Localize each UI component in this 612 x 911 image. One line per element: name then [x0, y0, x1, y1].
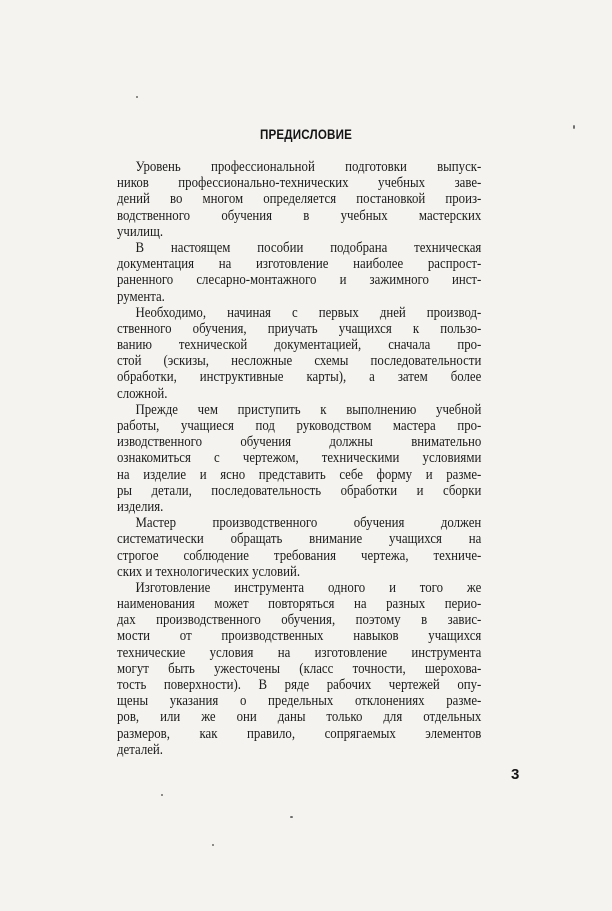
text-line: строгое соблюдение требования чертежа, техниче- — [117, 547, 482, 564]
text-line: технические условия на изготовление инструмента — [117, 644, 482, 661]
page-number: 3 — [511, 766, 520, 783]
text-line: работы, учащиеся под руководством мастера про- — [117, 418, 482, 434]
text-line: училищ. — [117, 223, 164, 240]
text-line: изделия. — [117, 498, 164, 515]
text-line: могут быть ужесточены (класс точности, шерохова- — [117, 660, 482, 677]
text-line: стой (эскизы, несложные схемы последовательности — [117, 353, 482, 370]
text-line: Изготовление инструмента одного и того же — [135, 579, 482, 596]
text-line: ров, или же они даны только для отдельных — [117, 709, 482, 726]
text-line: размеров, как правило, сопрягаемых элементов — [117, 725, 482, 742]
scan-speck — [290, 816, 293, 818]
scan-speck — [212, 844, 214, 846]
text-line: Уровень профессиональной подготовки выпуск- — [135, 159, 482, 175]
text-line: дах производственного обучения, поэтому в завис- — [117, 612, 482, 629]
text-line: щены указания о предельных отклонениях разме- — [117, 693, 482, 710]
text-line: ских и технологических условий. — [117, 563, 301, 580]
text-line: ознакомиться с чертежом, техническими условиями — [117, 450, 482, 467]
scan-speck — [573, 125, 575, 129]
text-line: ры детали, последовательность обработки и сборки — [117, 482, 482, 499]
text-line: раненного слесарно-монтажного и зажимного инст- — [117, 272, 482, 289]
text-line: В настоящем пособии подобрана техническая — [135, 239, 482, 256]
text-line: тость поверхности). В ряде рабочих чертежей опу- — [117, 677, 482, 693]
scan-speck — [136, 96, 138, 98]
text-line: изводственного обучения должны внимательно — [117, 434, 482, 451]
text-line: ванию технической документацией, сначала про- — [117, 337, 482, 354]
text-line: ственного обучения, приучать учащихся к пользо- — [117, 320, 482, 337]
preface-body — [117, 159, 482, 758]
text-line: на изделие и ясно представить себе форму и разме- — [117, 466, 482, 483]
text-line: обработки, инструктивные карты), а затем более — [117, 369, 482, 386]
text-line: Мастер производственного обучения должен — [135, 515, 482, 532]
text-line: наименования может повторяться на разных перио- — [117, 596, 482, 613]
text-line: Необходимо, начиная с первых дней производ- — [135, 304, 482, 321]
text-line: дений во многом определяется постановкой произ- — [117, 191, 482, 208]
text-line: румента. — [117, 288, 165, 305]
text-line: Прежде чем приступить к выполнению учебной — [135, 401, 482, 418]
text-line: деталей. — [117, 741, 164, 758]
text-line: водственного обучения в учебных мастерских — [117, 207, 482, 224]
text-line: мости от производственных навыков учащихся — [117, 628, 482, 645]
page-title: ПРЕДИСЛОВИЕ — [259, 127, 353, 142]
text-line: систематически обращать внимание учащихся на — [117, 531, 482, 548]
text-line: ников профессионально-технических учебных заве- — [117, 175, 482, 192]
text-line: сложной. — [117, 385, 168, 402]
scan-speck — [161, 794, 163, 796]
text-line: документация на изготовление наиболее распрост- — [117, 256, 482, 273]
